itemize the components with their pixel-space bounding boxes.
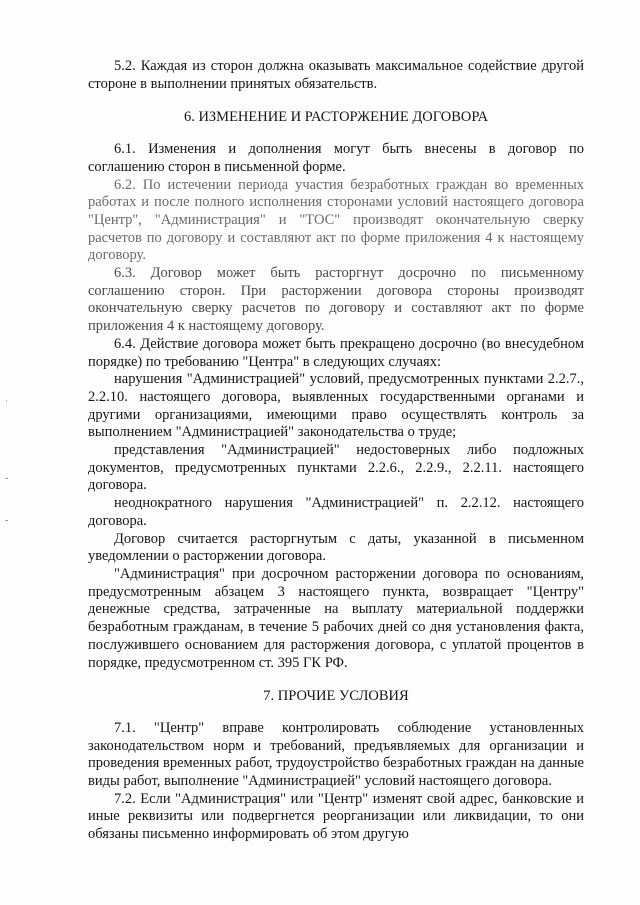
scan-margin-mark [6, 400, 7, 402]
scan-margin-mark [5, 478, 8, 479]
paragraph-6-1: 6.1. Изменения и дополнения могут быть внесены в договор по соглашению сторон в письменной форме. [88, 141, 584, 175]
scan-margin-mark [5, 520, 8, 521]
paragraph-6-3: 6.3. Договор может быть расторгнут досрочно по письменному соглашению сторон. При расторжении договора стороны производят окончательную сверку расчетов по договору и составляют акт по форме приложения 4 к настоящему договору. [88, 265, 584, 335]
paragraph-6-4-termination-date: Договор считается расторгнутым с даты, указанной в письменном уведомлении о расторжении договора. [88, 530, 584, 565]
paragraph-6-4-refund: "Администрация" при досрочном расторжении договора по основаниям, предусмотренным абзацем 3 настоящего пункта, возвращает "Центру" денежные средства, затраченные на выплату материальной поддержки безработным гражданам, в течение 5 рабочих дней со дня установления факта, послужившего основанием для расторжения договора, с уплатой процентов в порядке, предусмотренном ст. 395 ГК РФ. [88, 565, 584, 671]
paragraph-6-4-case-c: неоднократного нарушения "Администрацией" п. 2.2.12. настоящего договора. [88, 495, 584, 529]
paragraph-6-4: 6.4. Действие договора может быть прекращено досрочно (во внесудебном порядке) по требованию "Центра" в следующих случаях: [88, 335, 584, 370]
section-heading-7: 7. ПРОЧИЕ УСЛОВИЯ [263, 688, 409, 705]
paragraph-5-2: 5.2. Каждая из сторон должна оказывать максимальное содействие другой стороне в выполнении принятых обязательств. [88, 58, 584, 92]
paragraph-7-1: 7.1. "Центр" вправе контролировать соблюдение установленных законодательством норм и требований, предъявляемых для организации и проведения временных работ, трудоустройство безработных граждан на данные виды работ, выполнение "Администрацией" условий настоящего договора. [88, 719, 584, 790]
document-body [88, 58, 584, 844]
paragraph-6-4-case-a: нарушения "Администрацией" условий, предусмотренных пунктами 2.2.7., 2.2.10. настоящего договора, выявленных государственными органами и другими организациями, имеющими право осуществлять контроль за выполнением "Администрацией" законодательства о труде; [88, 371, 584, 441]
paragraph-6-4-case-b: представления "Администрацией" недостоверных либо подложных документов, предусмотренных пунктами 2.2.6., 2.2.9., 2.2.11. настоящего договора. [88, 442, 584, 494]
paragraph-7-2: 7.2. Если "Администрация" или "Центр" изменят свой адрес, банковские и иные реквизиты или подвергнется реорганизации или ликвидации, то они обязаны письменно информировать об этом другую [88, 790, 584, 843]
paragraph-6-2: 6.2. По истечении периода участия безработных граждан во временных работах и после полного исполнения сторонами условий настоящего договора "Центр", "Администрация" и "ТОС" производят окончательную сверку расчетов по договору и составляют акт по форме приложения 4 к настоящему договору. [88, 176, 584, 264]
section-heading-6: 6. ИЗМЕНЕНИЕ И РАСТОРЖЕНИЕ ДОГОВОРА [183, 109, 489, 126]
